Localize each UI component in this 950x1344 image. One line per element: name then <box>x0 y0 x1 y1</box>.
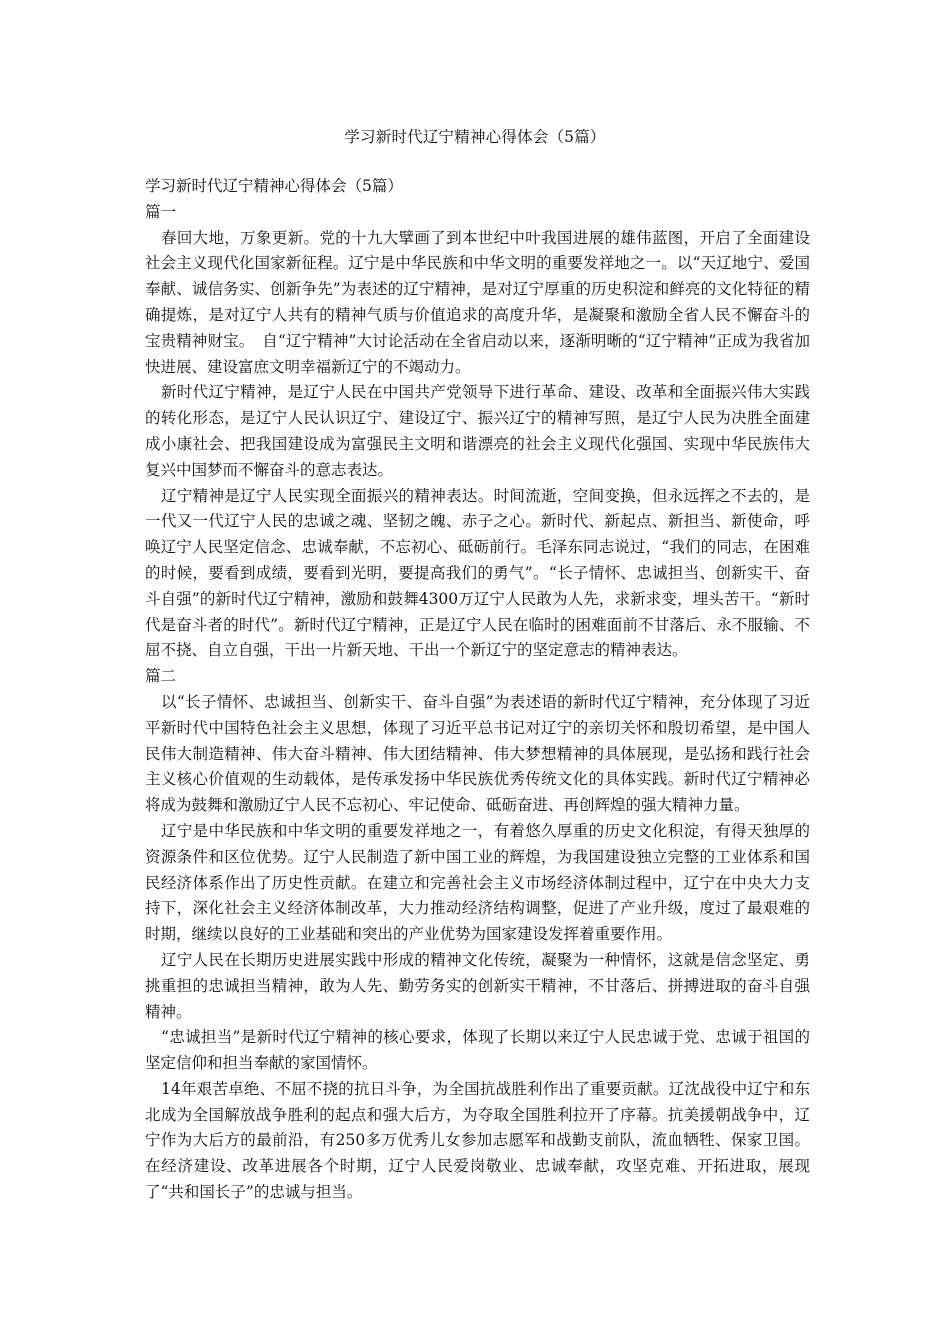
paragraph: 14年艰苦卓绝、不屈不挠的抗日斗争，为全国抗战胜利作出了重要贡献。辽沈战役中辽宁和东北成为全国解放战争胜利的起点和强大后方，为夺取全国胜利拉开了序幕。抗美援朝战争中，辽宁作为大后方的最前沿，有250多万优秀儿女参加志愿军和战勤支前队，流血牺牲、保家卫国。在经济建设、改革进展各个时期，辽宁人民爱岗敬业、忠诚奉献，攻坚克难、开拓进取，展现了“共和国长子”的忠诚与担当。 <box>145 1079 810 1202</box>
paragraph: 辽宁是中华民族和中华文明的重要发祥地之一，有着悠久厚重的历史文化积淀，有得天独厚的资源条件和区位优势。辽宁人民制造了新中国工业的辉煌，为我国建设独立完整的工业体系和国民经济体系作出了历史性贡献。在建立和完善社会主义市场经济体制过程中，辽宁在中央大力支持下，深化社会主义经济体制改革，大力推动经济结构调整，促进了产业升级，度过了最艰难的时期，继续以良好的工业基础和突出的产业优势为国家建设发挥着重要作用。 <box>145 821 810 944</box>
paragraph: 春回大地，万象更新。党的十九大擘画了到本世纪中叶我国进展的雄伟蓝图，开启了全面建设社会主义现代化国家新征程。辽宁是中华民族和中华文明的重要发祥地之一。以“天辽地宁、爱国奉献、诚信务实、创新争先”为表述的辽宁精神，是对辽宁厚重的历史积淀和鲜亮的文化特征的精确提炼，是对辽宁人共有的精神气质与价值追求的高度升华，是凝聚和激励全省人民不懈奋斗的宝贵精神财宝。 自“辽宁精神”大讨论活动在全省启动以来，逐渐明晰的“辽宁精神”正成为我省加快进展、建设富庶文明幸福新辽宁的不竭动力。 <box>145 228 810 376</box>
section-heading-2: 篇二 <box>145 667 177 686</box>
document-title: 学习新时代辽宁精神心得体会（5篇） <box>344 128 606 146</box>
section-heading-1: 篇一 <box>145 202 177 221</box>
paragraph: 新时代辽宁精神，是辽宁人民在中国共产党领导下进行革命、建设、改革和全面振兴伟大实践的转化形态，是辽宁人民认识辽宁、建设辽宁、振兴辽宁的精神写照，是辽宁人民为决胜全面建成小康社会、把我国建设成为富强民主文明和谐漂亮的社会主义现代化强国、实现中华民族伟大复兴中国梦而不懈奋斗的意志表达。 <box>145 383 810 479</box>
paragraph: 辽宁精神是辽宁人民实现全面振兴的精神表达。时间流逝，空间变换，但永远挥之不去的，是一代又一代辽宁人民的忠诚之魂、坚韧之魄、赤子之心。新时代、新起点、新担当、新使命，呼唤辽宁人民坚定信念、忠诚奉献，不忘初心、砥砺前行。毛泽东同志说过，“我们的同志，在困难的时候，要看到成绩，要看到光明，要提高我们的勇气”。“长子情怀、忠诚担当、创新实干、奋斗自强”的新时代辽宁精神，激励和鼓舞4300万辽宁人民敢为人先，求新求变，埋头苦干。“新时代是奋斗者的时代”。新时代辽宁精神，正是辽宁人民在临时的困难面前不甘落后、永不服输、不屈不挠、自立自强，干出一片新天地、干出一个新辽宁的坚定意志的精神表达。 <box>145 486 810 660</box>
document-subtitle: 学习新时代辽宁精神心得体会（5篇） <box>145 177 403 195</box>
paragraph: 以“长子情怀、忠诚担当、创新实干、奋斗自强”为表述语的新时代辽宁精神，充分体现了习近平新时代中国特色社会主义思想，体现了习近平总书记对辽宁的亲切关怀和殷切希望，是中国人民伟大制造精神、伟大奋斗精神、伟大团结精神、伟大梦想精神的具体展现，是弘扬和践行社会主义核心价值观的生动载体，是传承发扬中华民族优秀传统文化的具体实践。新时代辽宁精神必将成为鼓舞和激励辽宁人民不忘初心、牢记使命、砥砺奋进、再创辉煌的强大精神力量。 <box>145 692 810 815</box>
document-body <box>145 174 810 1206</box>
paragraph: 辽宁人民在长期历史进展实践中形成的精神文化传统，凝聚为一种情怀，这就是信念坚定、勇挑重担的忠诚担当精神，敢为人先、勤劳务实的创新实干精神，不甘落后、拼搏进取的奋斗自强精神。 <box>145 950 810 1021</box>
paragraph: “忠诚担当”是新时代辽宁精神的核心要求，体现了长期以来辽宁人民忠诚于党、忠诚于祖国的坚定信仰和担当奉献的家国情怀。 <box>145 1028 810 1073</box>
